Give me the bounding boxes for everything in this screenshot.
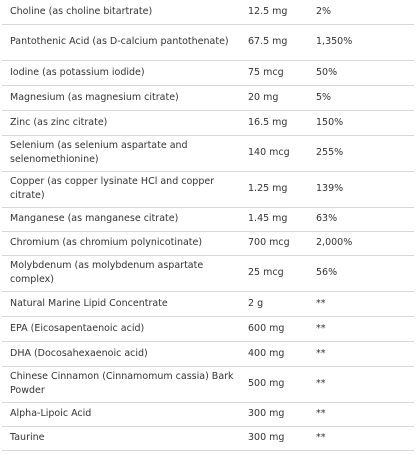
amount-per-serving: 400 mg (240, 341, 308, 366)
amount-per-serving: 700 mcg (240, 231, 308, 255)
ingredient-name: Copper (as copper lysinate HCl and copper citrate) (2, 171, 240, 207)
table-row (2, 0, 414, 24)
ingredient-name: Manganese (as manganese citrate) (2, 207, 240, 231)
daily-value: 150% (308, 110, 414, 135)
daily-value: ** (308, 402, 414, 426)
ingredient-name: Iodine (as potassium iodide) (2, 60, 240, 85)
daily-value: 50% (308, 60, 414, 85)
table-row (2, 426, 414, 450)
amount-per-serving: 2 g (240, 291, 308, 316)
daily-value: ** (308, 316, 414, 341)
amount-per-serving: 20 mg (240, 85, 308, 110)
ingredient-name: Alpha-Lipoic Acid (2, 402, 240, 426)
table-row (2, 60, 414, 85)
daily-value: 1,350% (308, 24, 414, 60)
ingredient-name: DHA (Docosahexaenoic acid) (2, 341, 240, 366)
ingredient-name: Chinese Cinnamon (Cinnamomum cassia) Bark Powder (2, 366, 240, 402)
daily-value: 2,000% (308, 231, 414, 255)
table-row (2, 402, 414, 426)
daily-value: 5% (308, 85, 414, 110)
supplement-facts-body (2, 0, 414, 450)
daily-value: 56% (308, 255, 414, 291)
daily-value: ** (308, 426, 414, 450)
ingredient-name: Pantothenic Acid (as D-calcium pantothenate) (2, 24, 240, 60)
daily-value: ** (308, 341, 414, 366)
amount-per-serving: 1.45 mg (240, 207, 308, 231)
ingredient-name: Selenium (as selenium aspartate and selenomethionine) (2, 135, 240, 171)
ingredient-name: Choline (as choline bitartrate) (2, 0, 240, 24)
amount-per-serving: 140 mcg (240, 135, 308, 171)
ingredient-name: Zinc (as zinc citrate) (2, 110, 240, 135)
amount-per-serving: 1.25 mg (240, 171, 308, 207)
ingredient-name: Magnesium (as magnesium citrate) (2, 85, 240, 110)
amount-per-serving: 75 mcg (240, 60, 308, 85)
daily-value: 255% (308, 135, 414, 171)
amount-per-serving: 16.5 mg (240, 110, 308, 135)
amount-per-serving: 67.5 mg (240, 24, 308, 60)
table-row (2, 366, 414, 402)
table-row (2, 255, 414, 291)
amount-per-serving: 600 mg (240, 316, 308, 341)
daily-value: ** (308, 291, 414, 316)
ingredient-name: Natural Marine Lipid Concentrate (2, 291, 240, 316)
amount-per-serving: 300 mg (240, 426, 308, 450)
table-row (2, 341, 414, 366)
table-row (2, 207, 414, 231)
table-row (2, 24, 414, 60)
amount-per-serving: 300 mg (240, 402, 308, 426)
daily-value: 139% (308, 171, 414, 207)
amount-per-serving: 500 mg (240, 366, 308, 402)
amount-per-serving: 25 mcg (240, 255, 308, 291)
ingredient-name: EPA (Eicosapentaenoic acid) (2, 316, 240, 341)
table-row (2, 110, 414, 135)
daily-value: 2% (308, 0, 414, 24)
table-row (2, 171, 414, 207)
daily-value: ** (308, 366, 414, 402)
ingredient-name: Molybdenum (as molybdenum aspartate complex) (2, 255, 240, 291)
table-row (2, 85, 414, 110)
supplement-facts-table (2, 0, 414, 451)
table-row (2, 231, 414, 255)
amount-per-serving: 12.5 mg (240, 0, 308, 24)
table-row (2, 316, 414, 341)
daily-value: 63% (308, 207, 414, 231)
ingredient-name: Chromium (as chromium polynicotinate) (2, 231, 240, 255)
table-row (2, 291, 414, 316)
table-row (2, 135, 414, 171)
ingredient-name: Taurine (2, 426, 240, 450)
